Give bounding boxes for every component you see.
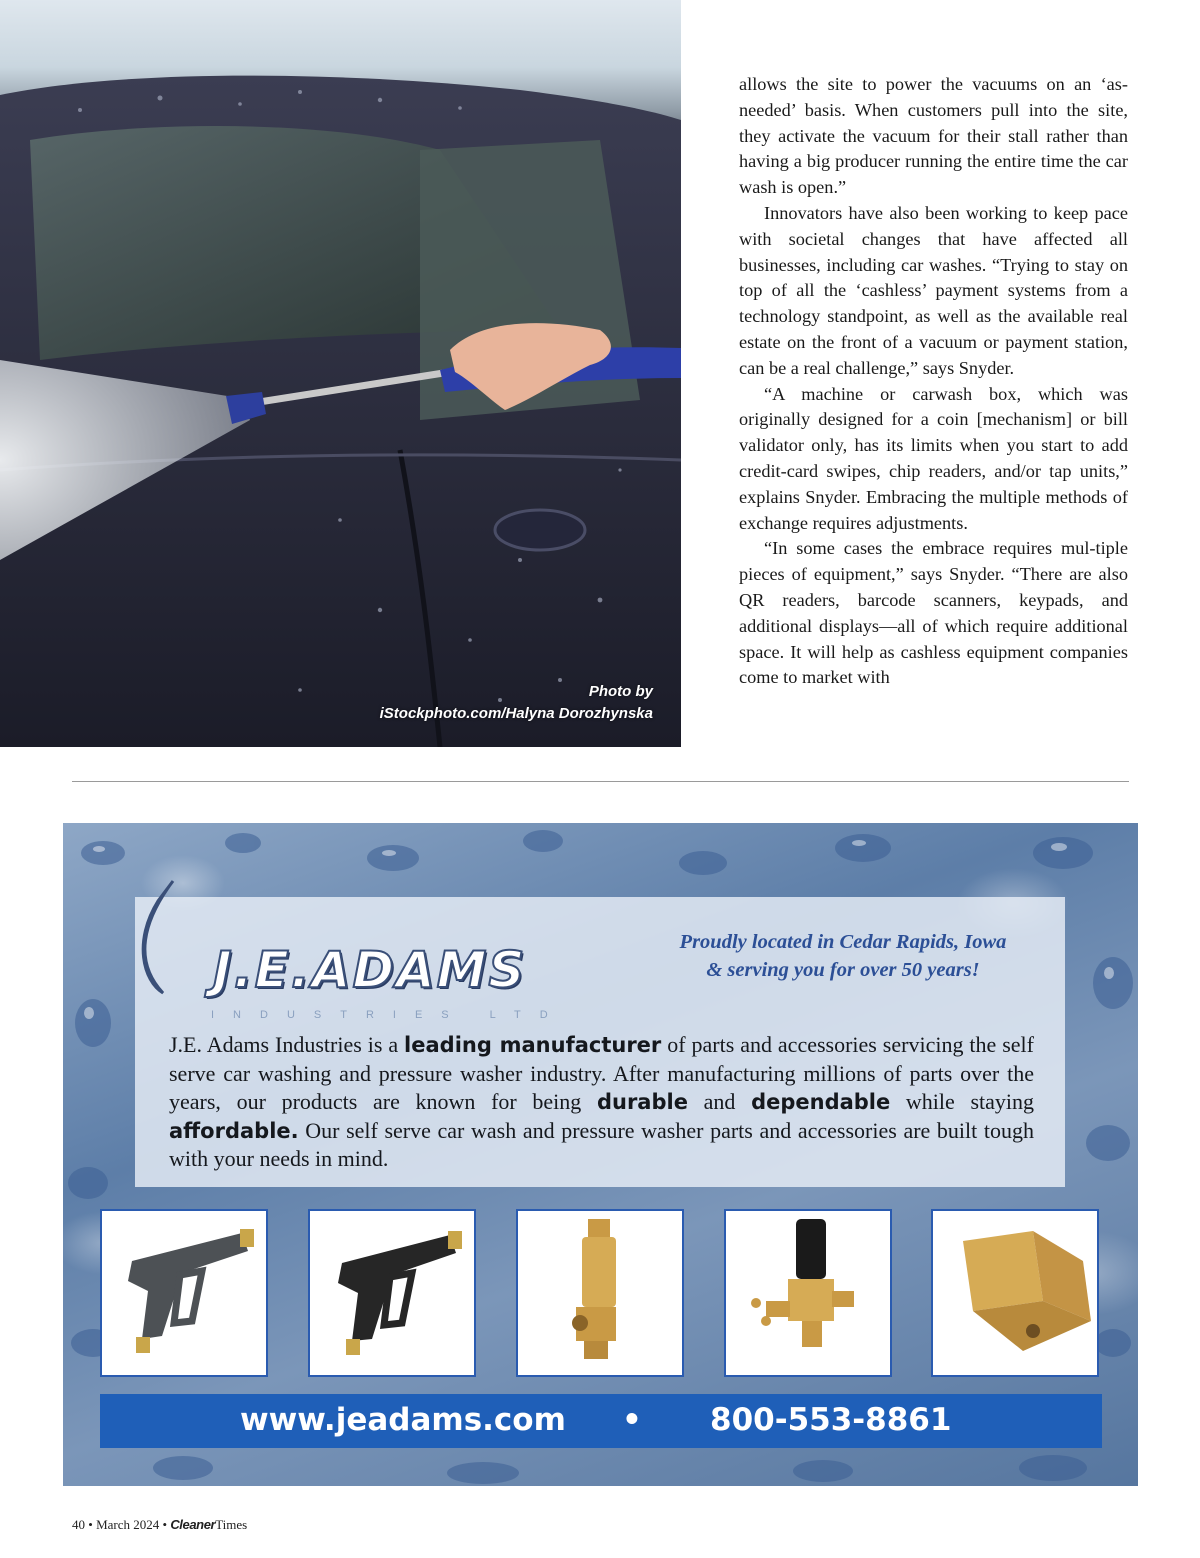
ad-body-emphasis: dependable — [751, 1090, 891, 1114]
ad-body-text-part: of parts and accessories servicing the self serve car washing and pressure washer industry. After manufacturing millions of parts over the years, our products are known for being — [169, 1032, 1034, 1114]
ad-contact-bar — [100, 1394, 1102, 1448]
footer-bullet: • — [88, 1517, 93, 1532]
product-spray-gun-gray — [100, 1209, 268, 1377]
publication-name-rest: Times — [215, 1517, 248, 1532]
ad-body-emphasis: durable — [596, 1090, 688, 1114]
article-paragraph: Innovators have also been working to keep pace with societal changes that have affected all businesses, including car washes. “Trying to stay on top of all the ‘cashless’ payment systems from a technology standpoint, as well as the available real estate on the front of a vacuum or payment station, can be a real challenge,” says Snyder. — [739, 202, 1128, 378]
ad-body-text-part: and — [687, 1089, 752, 1114]
brass-valve-icon — [518, 1211, 682, 1375]
ad-tagline-line1: Proudly located in Cedar Rapids, Iowa — [679, 931, 1007, 953]
ad-tagline — [643, 928, 1043, 984]
brass-nozzle-icon — [933, 1211, 1097, 1375]
article-paragraph: “A machine or carwash box, which was originally designed for a coin [mechanism] or bill validator only, has its limits when you start to add credit-card swipes, chip readers, and/or tap units,” explains Snyder. Embracing the multiple methods of exchange requires adjustments. — [739, 383, 1128, 533]
company-logo-name: J.E.ADAMS — [213, 941, 527, 999]
je-adams-advertisement — [63, 823, 1138, 1486]
product-spray-gun-black — [308, 1209, 476, 1377]
photo-credit-line1: Photo by — [588, 683, 653, 700]
ad-tagline-line2: & serving you for over 50 years! — [706, 959, 980, 981]
car-wash-illustration — [0, 0, 681, 747]
section-divider — [72, 781, 1129, 782]
spray-gun-icon — [102, 1211, 266, 1375]
issue-date: March 2024 — [96, 1517, 160, 1532]
product-unloader-valve — [724, 1209, 892, 1377]
spray-gun-icon — [310, 1211, 474, 1375]
contact-separator: • — [622, 1402, 642, 1438]
website-link[interactable]: www.jeadams.com — [240, 1402, 566, 1438]
ad-body-emphasis: affordable. — [169, 1118, 299, 1143]
company-logo-subtitle: INDUSTRIES LTD — [211, 1009, 567, 1021]
ad-body-text-part: while staying — [890, 1089, 1035, 1114]
article-paragraph: allows the site to power the vacuums on an ‘as-needed’ basis. When customers pull into the site, they activate the vacuum for their stall rather than having a big producer running the entire time the car wash is open.” — [739, 74, 1128, 198]
article-column — [739, 72, 1128, 691]
footer-bullet: • — [162, 1517, 168, 1532]
photo-credit — [380, 681, 653, 725]
ad-body-text-part: Our self serve car wash and pressure washer parts and accessories are built tough with your needs in mind. — [169, 1117, 1034, 1171]
page-footer — [72, 1517, 247, 1533]
article-paragraph: “In some cases the embrace requires mul-tiple pieces of equipment,” says Snyder. “There are also QR readers, barcode scanners, keypads, and additional displays—all of which require additional space. It will help as cashless equipment companies come to market with — [739, 538, 1128, 688]
ad-body-emphasis: leading manufacturer — [404, 1033, 662, 1057]
unloader-valve-icon — [726, 1211, 890, 1375]
car-wash-photo — [0, 0, 681, 747]
logo-swoosh-icon — [103, 861, 223, 1001]
ad-body-text — [169, 1031, 1034, 1174]
ad-body-text-part: J.E. Adams Industries is a — [169, 1032, 405, 1057]
page-number: 40 — [72, 1517, 85, 1532]
product-brass-valve — [516, 1209, 684, 1377]
photo-credit-line2: iStockphoto.com/Halyna Dorozhynska — [379, 705, 653, 722]
phone-number[interactable]: 800-553-8861 — [710, 1402, 952, 1438]
publication-name-italic: Cleaner — [170, 1517, 216, 1532]
product-brass-nozzle — [931, 1209, 1099, 1377]
